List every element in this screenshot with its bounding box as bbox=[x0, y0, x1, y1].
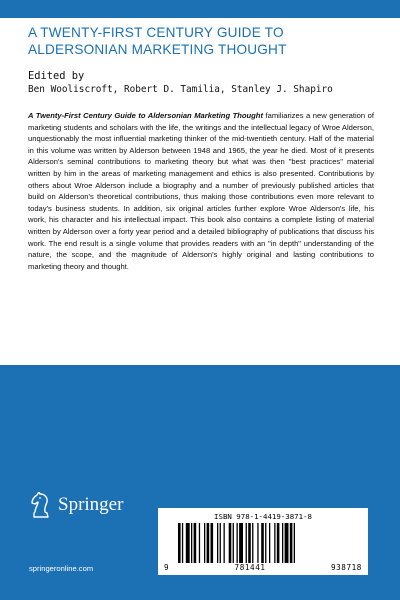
barcode-bar bbox=[294, 523, 295, 563]
barcode-bar bbox=[178, 523, 181, 563]
barcode-bars bbox=[164, 523, 362, 563]
barcode-bar bbox=[282, 523, 283, 563]
publisher-url: springeronline.com bbox=[29, 564, 94, 573]
barcode-bar bbox=[186, 523, 190, 563]
barcode-bar bbox=[237, 523, 238, 563]
barcode-box bbox=[158, 508, 368, 575]
editors-names: Ben Wooliscroft, Robert D. Tamilia, Stanley J. Shapiro bbox=[28, 84, 333, 95]
barcode-bar bbox=[257, 523, 258, 563]
barcode-bar bbox=[277, 523, 280, 563]
barcode-bar bbox=[290, 523, 293, 563]
barcode-bar bbox=[224, 523, 225, 563]
description-book-title: A Twenty-First Century Guide to Aldersonian Marketing Thought bbox=[28, 111, 263, 120]
barcode-bar bbox=[199, 523, 200, 563]
barcode-bar bbox=[229, 523, 232, 563]
barcode-bar bbox=[261, 523, 264, 563]
barcode-bar bbox=[269, 523, 270, 563]
back-cover-description bbox=[28, 110, 374, 272]
barcode-bar bbox=[248, 523, 251, 563]
barcode-bar bbox=[252, 523, 253, 563]
barcode-bar bbox=[233, 523, 234, 563]
barcode-bar bbox=[211, 523, 214, 563]
ean-digit-group-left: 781441 bbox=[234, 563, 266, 572]
book-title-line-1: A TWENTY-FIRST CENTURY GUIDE TO bbox=[28, 25, 284, 40]
barcode-bar bbox=[246, 523, 247, 563]
barcode-bar bbox=[265, 523, 266, 563]
barcode-bar bbox=[204, 523, 205, 563]
barcode-bar bbox=[220, 523, 221, 563]
barcode-bar bbox=[194, 523, 197, 563]
barcode-bar bbox=[285, 523, 289, 563]
barcode-bar bbox=[274, 523, 275, 563]
barcode-bar bbox=[239, 523, 243, 563]
book-title-line-2: ALDERSONIAN MARKETING THOUGHT bbox=[28, 42, 287, 57]
springer-chess-knight-icon bbox=[30, 492, 52, 518]
description-body: familiarizes a new generation of marketing students and scholars with the life, the writings and the intellectual legacy of Wroe Alderson, unquestionably the most influential marketing thinker of the mid-twentieth century. Half of the material in this volume was written by Alderson between 1948 and 1965, the year he died. Most of it presents Alderson's seminal contributions to marketing theory but what was then "best practices" material written by him in the areas of marketing management and ethics is also presented. Contributions by others about Wroe Alderson include a biography and a number of previously published articles that build on Alderson's theoretical contributions, thus making those contributions even more relevant to today's business students. In addition, six original articles further explore Wroe Alderson's life, his work, his character and his intellectual impact. This book also contains a complete listing of material written by Alderson over a forty year period and a detailed bibliography of publications that discuss his work. The end result is a single volume that provides readers with an "in depth" understanding of the nature, the scope, and the magnitude of Alderson's highly original and lasting contributions to marketing theory and thought. bbox=[28, 111, 374, 271]
isbn-text: ISBN 978-1-4419-3871-8 bbox=[214, 512, 312, 521]
springer-logo bbox=[30, 490, 123, 520]
book-title bbox=[28, 24, 378, 58]
barcode-bar bbox=[207, 523, 210, 563]
springer-wordmark: Springer bbox=[58, 494, 124, 515]
barcode-bar bbox=[191, 523, 192, 563]
ean-digit-group-right: 938718 bbox=[330, 563, 362, 572]
ean-digits bbox=[164, 563, 362, 572]
top-color-band bbox=[0, 0, 400, 18]
edited-by-label: Edited by bbox=[28, 70, 85, 82]
barcode-bar bbox=[182, 523, 183, 563]
ean-digit-prefix: 9 bbox=[164, 563, 170, 572]
barcode-bar bbox=[217, 523, 218, 563]
